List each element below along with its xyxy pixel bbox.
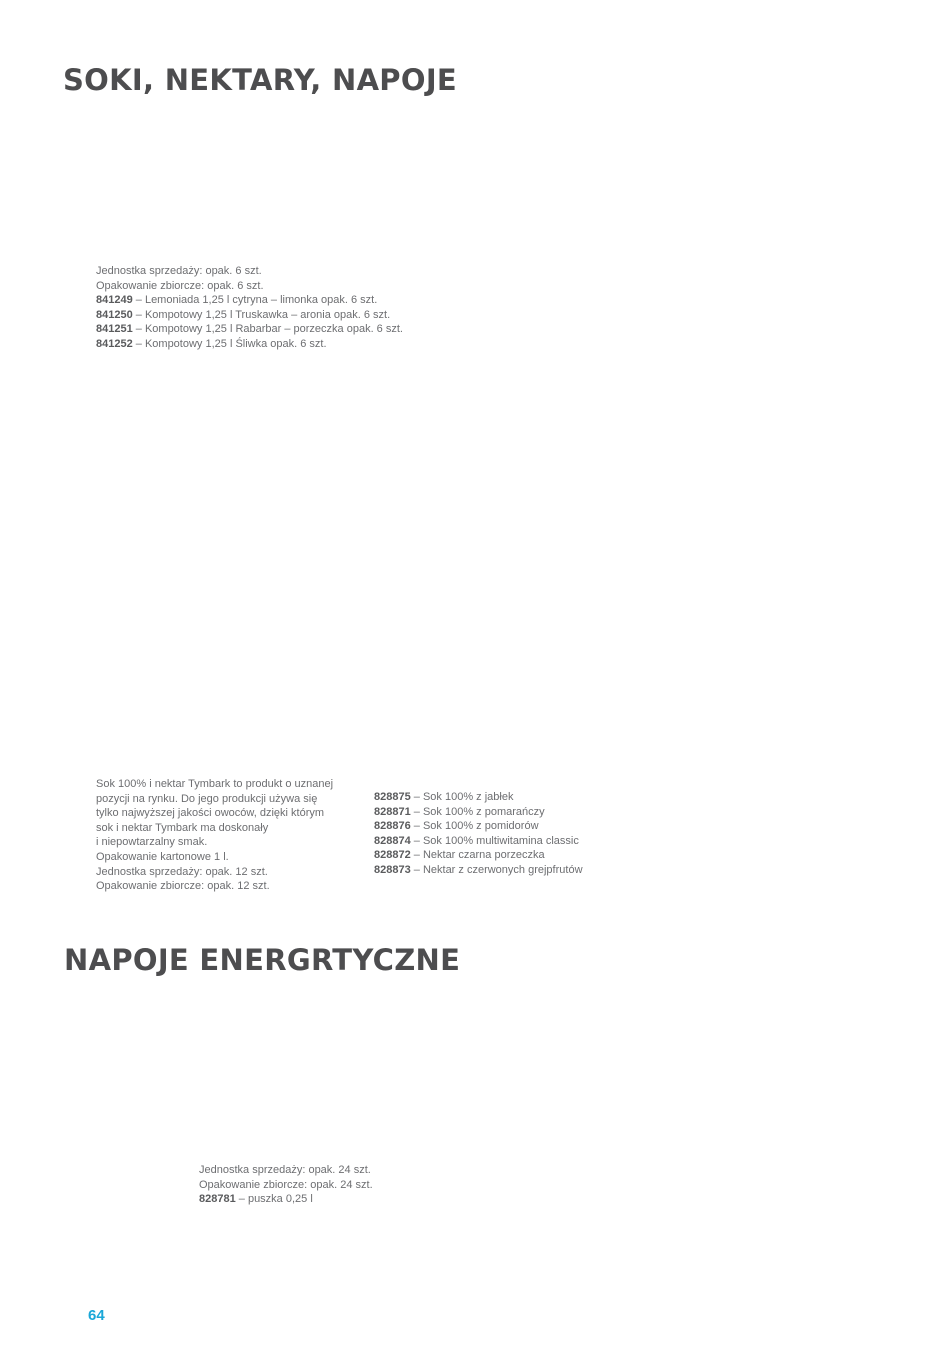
product-line (374, 819, 583, 834)
sales-unit-text: Jednostka sprzedaży: opak. 24 szt. (199, 1164, 371, 1176)
product-code: 828781 (199, 1193, 236, 1206)
product-code: 841251 (96, 323, 133, 336)
product-desc: – puszka 0,25 l (235, 1193, 313, 1206)
energy-drink-product-info (199, 1163, 373, 1207)
description-line: Jednostka sprzedaży: opak. 12 szt. (96, 865, 268, 878)
description-line: Sok 100% i nektar Tymbark to produkt o uznanej (96, 778, 334, 790)
description-line: Opakowanie zbiorcze: opak. 12 szt. (96, 880, 270, 893)
product-code: 828875 (374, 791, 411, 803)
product-desc: – Nektar czarna porzeczka (410, 849, 545, 862)
product-code: 841249 (96, 294, 133, 307)
sales-unit-text: Jednostka sprzedaży: opak. 6 szt. (96, 265, 262, 277)
product-line (374, 805, 583, 820)
section-title-energy-drinks: NAPOJE ENERGRTYCZNE (64, 943, 461, 977)
section-title-juices: SOKI, NEKTARY, NAPOJE (63, 63, 458, 97)
product-desc: – Kompotowy 1,25 l Śliwka opak. 6 szt. (132, 337, 327, 350)
product-code: 828872 (374, 849, 411, 862)
product-code: 828874 (374, 834, 411, 847)
product-code: 841252 (96, 337, 133, 350)
product-line (96, 308, 403, 323)
product-line (374, 848, 583, 863)
product-line (96, 322, 403, 337)
bulk-pack-text: Opakowanie zbiorcze: opak. 24 szt. (199, 1178, 373, 1191)
description-line: sok i nektar Tymbark ma doskonały (96, 821, 269, 834)
page-number: 64 (88, 1307, 105, 1324)
tymbark-product-list (374, 790, 583, 878)
product-desc: – Nektar z czerwonych grejpfrutów (410, 863, 583, 876)
product-line (199, 1192, 373, 1207)
description-line: pozycji na rynku. Do jego produkcji używa się (96, 792, 318, 805)
description-line: tylko najwyższej jakości owoców, dzięki którym (96, 807, 325, 820)
product-line (374, 834, 583, 849)
description-line: Opakowanie kartonowe 1 l. (96, 850, 229, 863)
product-line (374, 790, 583, 805)
product-code: 841250 (96, 308, 133, 321)
bulk-pack-text: Opakowanie zbiorcze: opak. 6 szt. (96, 279, 264, 292)
product-desc: – Sok 100% multiwitamina classic (410, 834, 579, 847)
product-line (96, 293, 403, 308)
lemonade-product-info (96, 264, 403, 352)
product-desc: – Sok 100% z pomarańczy (410, 805, 545, 818)
product-desc: – Kompotowy 1,25 l Truskawka – aronia opak. 6 szt. (132, 308, 391, 321)
product-line (96, 337, 403, 352)
product-desc: – Sok 100% z jabłek (410, 791, 514, 803)
product-desc: – Kompotowy 1,25 l Rabarbar – porzeczka opak. 6 szt. (132, 323, 403, 336)
product-code: 828876 (374, 820, 411, 833)
product-line (374, 863, 583, 878)
product-desc: – Lemoniada 1,25 l cytryna – limonka opak. 6 szt. (132, 294, 378, 307)
description-line: i niepowtarzalny smak. (96, 836, 208, 849)
tymbark-description (96, 777, 333, 894)
product-desc: – Sok 100% z pomidorów (410, 820, 539, 833)
product-code: 828873 (374, 863, 411, 876)
product-code: 828871 (374, 805, 411, 818)
